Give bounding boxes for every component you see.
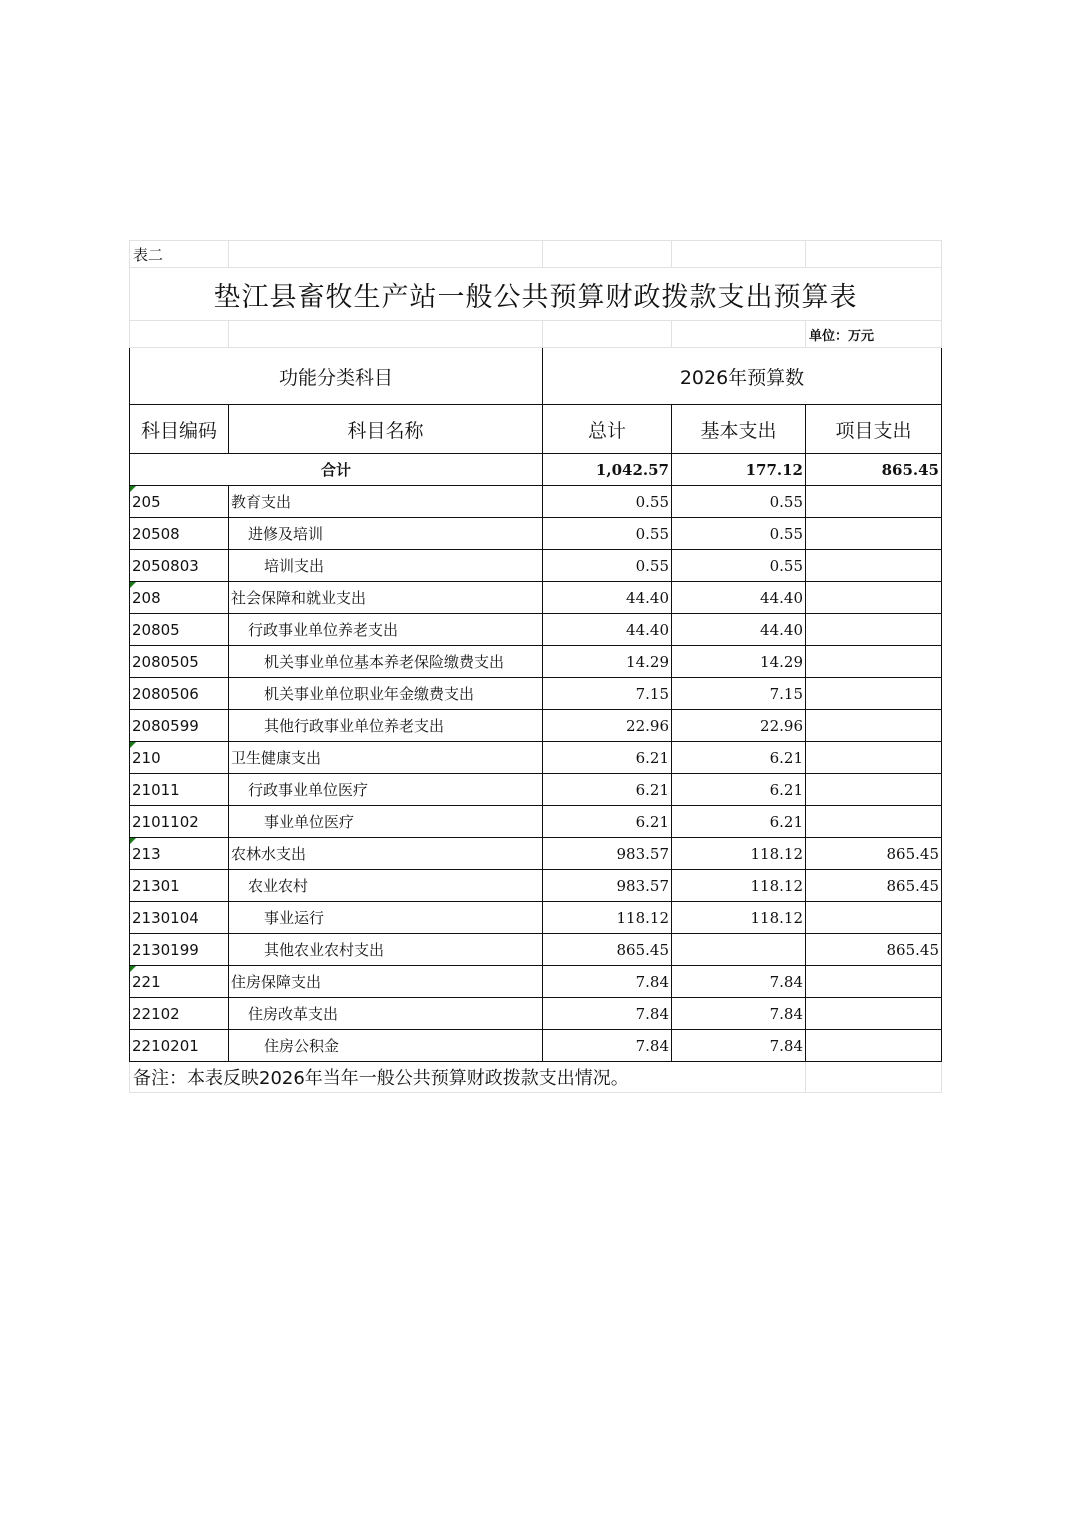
unit-label[interactable]: 单位：万元	[806, 321, 942, 348]
table-row	[130, 486, 942, 518]
row-basic[interactable]: 6.21	[672, 742, 806, 774]
header-budget-group[interactable]: 2026年预算数	[543, 348, 942, 405]
table-row	[130, 518, 942, 550]
row-project[interactable]	[806, 742, 942, 774]
row-code[interactable]: 2080599	[130, 710, 229, 742]
row-total[interactable]: 44.40	[543, 614, 672, 646]
header-basic[interactable]: 基本支出	[672, 405, 806, 454]
header-project[interactable]: 项目支出	[806, 405, 942, 454]
row-total[interactable]: 14.29	[543, 646, 672, 678]
row-total[interactable]: 118.12	[543, 902, 672, 934]
row-name[interactable]: 住房保障支出	[229, 966, 543, 998]
row-basic[interactable]: 0.55	[672, 486, 806, 518]
row-total[interactable]: 22.96	[543, 710, 672, 742]
row-total[interactable]: 6.21	[543, 806, 672, 838]
row-total[interactable]: 44.40	[543, 582, 672, 614]
row-total[interactable]: 6.21	[543, 742, 672, 774]
table-row	[130, 1030, 942, 1062]
table-row	[130, 742, 942, 774]
note-text[interactable]: 备注：本表反映2026年当年一般公共预算财政拨款支出情况。	[130, 1062, 806, 1093]
row-name[interactable]: 卫生健康支出	[229, 742, 543, 774]
row-total[interactable]: 0.55	[543, 518, 672, 550]
row-project[interactable]	[806, 710, 942, 742]
table-row	[130, 678, 942, 710]
total-label[interactable]: 合计	[130, 454, 543, 486]
row-total[interactable]: 865.45	[543, 934, 672, 966]
row-project[interactable]	[806, 646, 942, 678]
table-row	[130, 614, 942, 646]
table-row	[130, 646, 942, 678]
budget-sheet	[129, 240, 942, 1093]
row-project[interactable]	[806, 550, 942, 582]
row-code[interactable]: 2080505	[130, 646, 229, 678]
row-code[interactable]: 20508	[130, 518, 229, 550]
table-row	[130, 710, 942, 742]
row-project[interactable]	[806, 774, 942, 806]
row-code[interactable]: 2101102	[130, 806, 229, 838]
table-row	[130, 934, 942, 966]
row-code[interactable]: 2130199	[130, 934, 229, 966]
table-row	[130, 582, 942, 614]
table-row	[130, 838, 942, 870]
row-code[interactable]: 2130104	[130, 902, 229, 934]
table-row	[130, 806, 942, 838]
row-name[interactable]: 行政事业单位养老支出	[229, 614, 543, 646]
total-row	[130, 454, 942, 486]
row-project[interactable]: 865.45	[806, 934, 942, 966]
page-title[interactable]: 垫江县畜牧生产站一般公共预算财政拨款支出预算表	[130, 268, 942, 321]
row-code[interactable]: 21011	[130, 774, 229, 806]
row-basic[interactable]: 118.12	[672, 838, 806, 870]
row-basic[interactable]: 6.21	[672, 774, 806, 806]
table-row	[130, 870, 942, 902]
table-row	[130, 774, 942, 806]
row-name[interactable]: 其他行政事业单位养老支出	[229, 710, 543, 742]
row-basic[interactable]: 7.15	[672, 678, 806, 710]
row-name[interactable]: 社会保障和就业支出	[229, 582, 543, 614]
row-code[interactable]: 210	[130, 742, 229, 774]
label-row	[130, 241, 942, 268]
row-project[interactable]: 865.45	[806, 838, 942, 870]
row-total[interactable]: 7.84	[543, 998, 672, 1030]
unit-row	[130, 321, 942, 348]
row-project[interactable]	[806, 966, 942, 998]
header-group-row	[130, 348, 942, 405]
row-total[interactable]: 7.84	[543, 1030, 672, 1062]
header-name[interactable]: 科目名称	[229, 405, 543, 454]
row-total[interactable]: 0.55	[543, 550, 672, 582]
row-total[interactable]: 983.57	[543, 838, 672, 870]
row-project[interactable]	[806, 518, 942, 550]
table-row	[130, 550, 942, 582]
row-basic[interactable]	[672, 934, 806, 966]
row-total[interactable]: 7.15	[543, 678, 672, 710]
row-basic[interactable]: 14.29	[672, 646, 806, 678]
row-basic[interactable]: 118.12	[672, 902, 806, 934]
row-basic[interactable]: 7.84	[672, 1030, 806, 1062]
row-name[interactable]: 农林水支出	[229, 838, 543, 870]
row-project[interactable]	[806, 806, 942, 838]
header-total[interactable]: 总计	[543, 405, 672, 454]
row-project[interactable]	[806, 486, 942, 518]
row-code[interactable]: 2210201	[130, 1030, 229, 1062]
row-name[interactable]: 培训支出	[229, 550, 543, 582]
row-code[interactable]: 2080506	[130, 678, 229, 710]
row-name[interactable]: 其他农业农村支出	[229, 934, 543, 966]
table-label[interactable]: 表二	[130, 241, 229, 268]
row-project[interactable]	[806, 1030, 942, 1062]
table-row	[130, 966, 942, 998]
header-functional-group[interactable]: 功能分类科目	[130, 348, 543, 405]
title-row	[130, 268, 942, 321]
row-basic[interactable]: 0.55	[672, 550, 806, 582]
row-name[interactable]: 机关事业单位职业年金缴费支出	[229, 678, 543, 710]
row-name[interactable]: 教育支出	[229, 486, 543, 518]
row-name[interactable]: 事业运行	[229, 902, 543, 934]
total-project[interactable]: 865.45	[806, 454, 942, 486]
table-row	[130, 902, 942, 934]
row-basic[interactable]: 44.40	[672, 582, 806, 614]
row-total[interactable]: 7.84	[543, 966, 672, 998]
row-code[interactable]: 2050803	[130, 550, 229, 582]
total-basic[interactable]: 177.12	[672, 454, 806, 486]
row-project[interactable]	[806, 998, 942, 1030]
row-total[interactable]: 0.55	[543, 486, 672, 518]
row-code[interactable]: 213	[130, 838, 229, 870]
row-total[interactable]: 6.21	[543, 774, 672, 806]
row-name[interactable]: 农业农村	[229, 870, 543, 902]
row-name[interactable]: 进修及培训	[229, 518, 543, 550]
row-basic[interactable]: 22.96	[672, 710, 806, 742]
row-name[interactable]: 住房公积金	[229, 1030, 543, 1062]
row-name[interactable]: 住房改革支出	[229, 998, 543, 1030]
header-column-row	[130, 405, 942, 454]
row-project[interactable]: 865.45	[806, 870, 942, 902]
table-row	[130, 998, 942, 1030]
total-total[interactable]: 1,042.57	[543, 454, 672, 486]
row-basic[interactable]: 7.84	[672, 966, 806, 998]
row-code[interactable]: 205	[130, 486, 229, 518]
row-basic[interactable]: 0.55	[672, 518, 806, 550]
row-code[interactable]: 22102	[130, 998, 229, 1030]
row-code[interactable]: 21301	[130, 870, 229, 902]
row-name[interactable]: 机关事业单位基本养老保险缴费支出	[229, 646, 543, 678]
row-code[interactable]: 208	[130, 582, 229, 614]
note-row	[130, 1062, 942, 1093]
row-project[interactable]	[806, 902, 942, 934]
header-code[interactable]: 科目编码	[130, 405, 229, 454]
row-total[interactable]: 983.57	[543, 870, 672, 902]
row-project[interactable]	[806, 678, 942, 710]
row-basic[interactable]: 6.21	[672, 806, 806, 838]
data-rows	[130, 486, 942, 1062]
row-basic[interactable]: 44.40	[672, 614, 806, 646]
row-basic[interactable]: 118.12	[672, 870, 806, 902]
row-code[interactable]: 20805	[130, 614, 229, 646]
row-basic[interactable]: 7.84	[672, 998, 806, 1030]
row-name[interactable]: 事业单位医疗	[229, 806, 543, 838]
row-project[interactable]	[806, 614, 942, 646]
row-code[interactable]: 221	[130, 966, 229, 998]
row-name[interactable]: 行政事业单位医疗	[229, 774, 543, 806]
row-project[interactable]	[806, 582, 942, 614]
